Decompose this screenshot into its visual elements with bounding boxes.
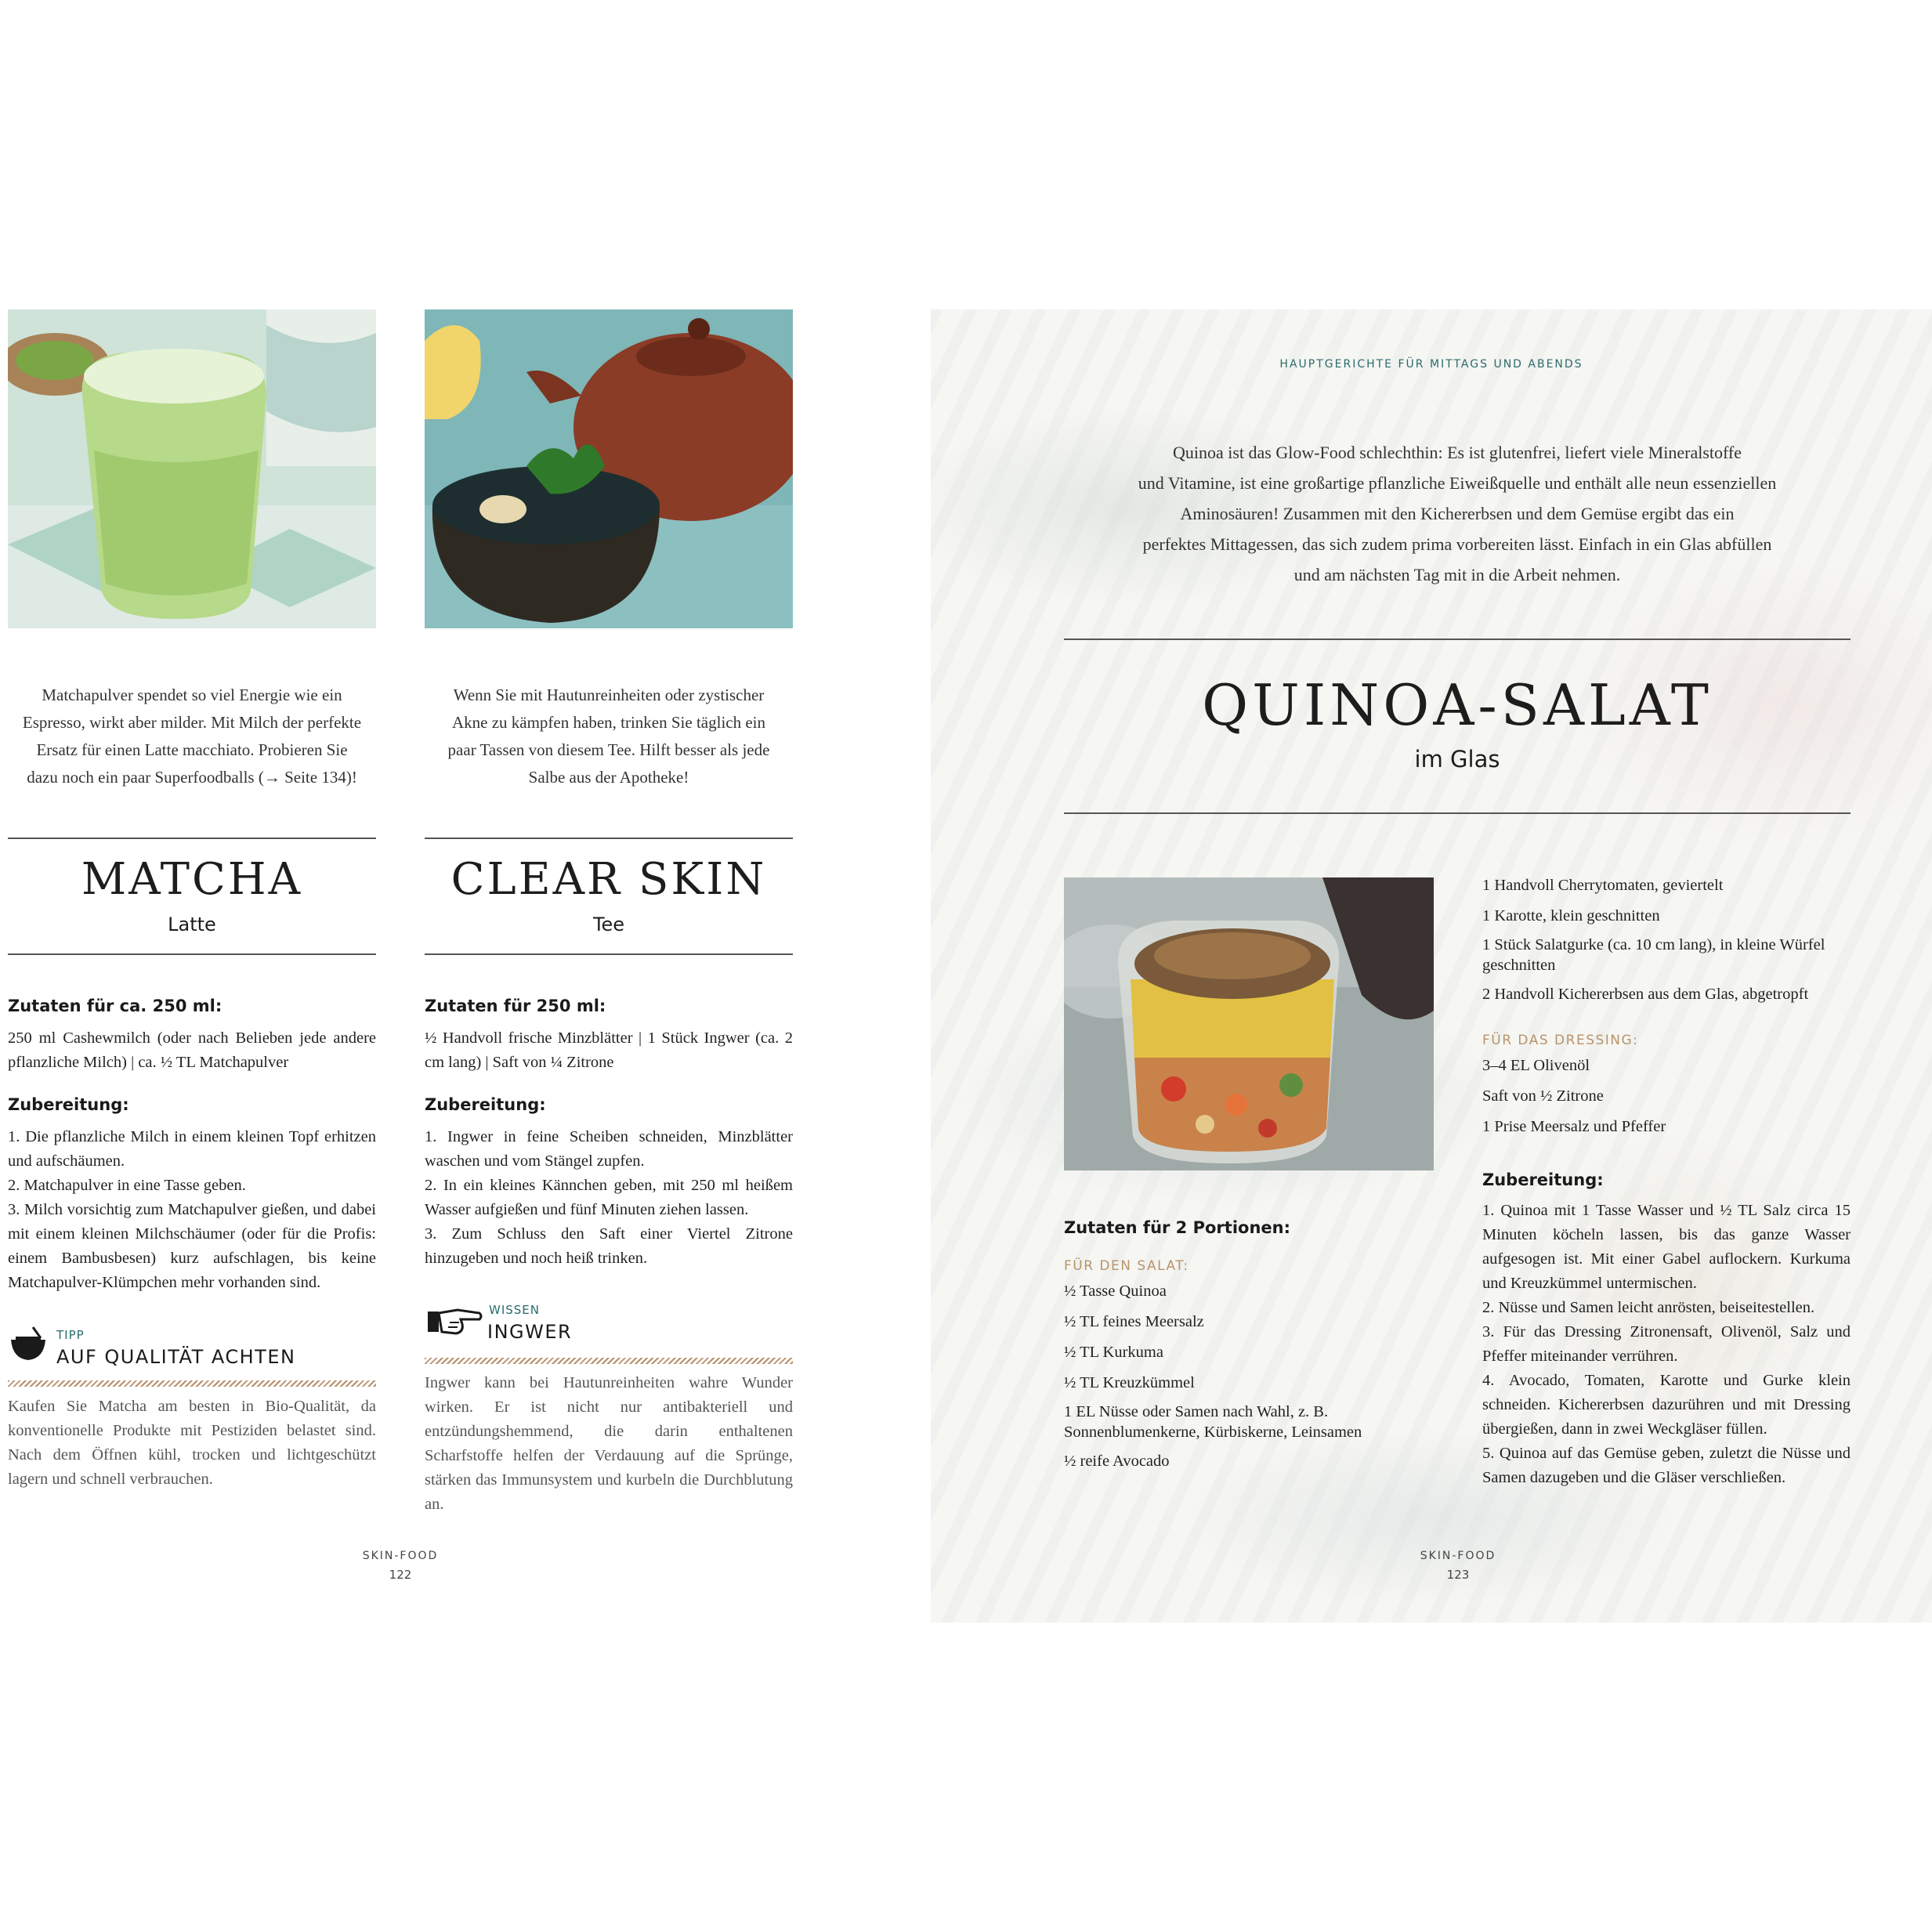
quinoa-salad-photo [1064, 877, 1434, 1170]
clear-skin-subtitle: Tee [592, 914, 625, 935]
vegetable-items [1482, 874, 1851, 1006]
footer-label-right: SKIN-FOOD [1420, 1550, 1496, 1562]
quinoa-title-rule-bottom [1064, 812, 1851, 814]
matcha-intro-line: dazu noch ein paar Superfoodballs (→ Seite 134)! [27, 768, 357, 787]
clear-skin-preparation-heading: Zubereitung: [425, 1095, 546, 1114]
clear-skin-step: 2. In ein kleines Kännchen geben, mit 250 ml heißem Wasser aufgießen und fünf Minuten ziehen lassen. [425, 1177, 793, 1218]
quinoa-step: 3. Für das Dressing Zitronensaft, Olivenöl, Salz und Pfeffer miteinander verrühren. [1482, 1323, 1851, 1365]
clear-skin-title-rule-top [425, 838, 793, 839]
quinoa-intro-line: und am nächsten Tag mit in die Arbeit nehmen. [1293, 565, 1621, 584]
matcha-latte-photo [8, 309, 376, 628]
quinoa-intro-line: Quinoa ist das Glow-Food schlechthin: Es ist glutenfrei, liefert viele Mineralstoffe [1172, 443, 1742, 462]
clear-skin-title-rule-bottom [425, 953, 793, 955]
bowl-icon [9, 1326, 47, 1362]
matcha-ingredients [8, 1026, 376, 1075]
page-number-left: 122 [389, 1568, 412, 1582]
salat-item: ½ TL Kreuzkümmel [1064, 1374, 1195, 1391]
vegetable-item: 1 Handvoll Cherrytomaten, geviertelt [1482, 877, 1724, 894]
matcha-title: MATCHA [81, 854, 303, 905]
clear-skin-intro [425, 682, 793, 791]
clear-skin-steps [425, 1125, 793, 1271]
quinoa-subtitle: im Glas [1414, 746, 1500, 772]
clear-skin-intro-line: paar Tassen von diesem Tee. Hilft besser als jede [447, 740, 770, 759]
vegetable-item: 2 Handvoll Kichererbsen aus dem Glas, abgetropft [1482, 986, 1809, 1003]
clear-skin-intro-line: Akne zu kämpfen haben, trinken Sie täglich ein [451, 713, 766, 732]
clear-skin-step: 3. Zum Schluss den Saft einer Viertel Zitrone hinzugeben und noch heiß trinken. [425, 1225, 793, 1267]
matcha-step: 2. Matchapulver in eine Tasse geben. [8, 1177, 246, 1194]
quinoa-title-rule-top [1064, 639, 1851, 640]
tip-body: Kaufen Sie Matcha am besten in Bio-Qualität, da konventionelle Produkte mit Pestiziden belastet sind. Nach dem Öffnen kühl, trocken und lichtgeschützt lagern und schnell verbrauchen. [8, 1398, 376, 1488]
matcha-preparation-heading: Zubereitung: [8, 1095, 129, 1114]
quinoa-intro-line: perfektes Mittagessen, das sich zudem prima vorbereiten lässt. Einfach in ein Glas abfüllen [1142, 534, 1772, 554]
salat-item: ½ reife Avocado [1064, 1453, 1170, 1470]
section-header: HAUPTGERICHTE FÜR MITTAGS UND ABENDS [1279, 358, 1583, 371]
info-title: INGWER [487, 1321, 573, 1343]
matcha-subtitle: Latte [168, 914, 216, 935]
quinoa-step: 4. Avocado, Tomaten, Karotte und Gurke klein schneiden. Kichererbsen dazurühren und mit Dressing übergießen, dann in zwei Weckgläser füllen. [1482, 1372, 1851, 1438]
clear-skin-ingredients-heading: Zutaten für 250 ml: [425, 997, 606, 1015]
matcha-step: 1. Die pflanzliche Milch in einem kleinen Topf erhitzen und aufschäumen. [8, 1128, 376, 1170]
dressing-item: 1 Prise Meersalz und Pfeffer [1482, 1118, 1666, 1135]
clear-skin-tea-photo [425, 309, 793, 628]
matcha-intro [8, 682, 376, 791]
dressing-label: FÜR DAS DRESSING: [1482, 1033, 1639, 1048]
matcha-step: 3. Milch vorsichtig zum Matchapulver gießen, und dabei mit einem kleinen Milchschäumer (oder für die Profis: einem Bambusbesen) kurz aufschlagen, bis keine Matchapulver-Klümpchen mehr vorhanden sind. [8, 1201, 376, 1291]
tip-label: TIPP [56, 1328, 85, 1342]
quinoa-intro-line: und Vitamine, ist eine großartige pflanzliche Eiweißquelle und enthält alle neun essenziellen [1138, 473, 1777, 493]
quinoa-step: 2. Nüsse und Samen leicht anrösten, beiseitestellen. [1482, 1299, 1815, 1316]
clear-skin-intro-line: Salbe aus der Apotheke! [528, 768, 689, 787]
matcha-title-rule-bottom [8, 953, 376, 955]
footer-label-left: SKIN-FOOD [362, 1550, 439, 1562]
quinoa-title: QUINOA-SALAT [1202, 672, 1713, 738]
clear-skin-ingredients-text: ½ Handvoll frische Minzblätter | 1 Stück Ingwer (ca. 2 cm lang) | Saft von ¼ Zitrone [425, 1029, 793, 1071]
matcha-intro-line: Espresso, wirkt aber milder. Mit Milch der perfekte [22, 713, 362, 732]
vegetable-item: 1 Karotte, klein geschnitten [1482, 907, 1660, 924]
dressing-items [1482, 1054, 1851, 1138]
dressing-item: 3–4 EL Olivenöl [1482, 1057, 1590, 1074]
clear-skin-ingredients [425, 1026, 793, 1075]
salat-item: ½ TL feines Meersalz [1064, 1313, 1204, 1330]
page-number-right: 123 [1446, 1568, 1470, 1582]
matcha-ingredients-heading: Zutaten für ca. 250 ml: [8, 997, 223, 1015]
salat-item: 1 EL Nüsse oder Samen nach Wahl, z. B. Sonnenblumenkerne, Kürbiskerne, Leinsamen [1064, 1403, 1362, 1441]
quinoa-intro-line: Aminosäuren! Zusammen mit den Kichererbsen und dem Gemüse ergibt das ein [1180, 504, 1735, 523]
info-body: Ingwer kann bei Hautunreinheiten wahre Wunder wirken. Er ist nicht nur antibakteriell und entzündungshemmend, die darin enthaltenen Scharfstoffe helfen der Verdauung auf die Sprünge, stärken das Immunsystem und kurbeln die Durchblutung an. [425, 1374, 793, 1513]
salat-label: FÜR DEN SALAT: [1064, 1258, 1189, 1274]
tip-title: AUF QUALITÄT ACHTEN [56, 1346, 296, 1368]
clear-skin-title: CLEAR SKIN [450, 854, 767, 905]
salat-item: ½ TL Kurkuma [1064, 1344, 1163, 1361]
tip-divider [8, 1380, 376, 1387]
quinoa-step: 5. Quinoa auf das Gemüse geben, zuletzt die Nüsse und Samen dazugeben und die Gläser verschließen. [1482, 1445, 1851, 1486]
dressing-item: Saft von ½ Zitrone [1482, 1087, 1604, 1105]
matcha-steps [8, 1125, 376, 1295]
salat-item: ½ Tasse Quinoa [1064, 1283, 1167, 1300]
quinoa-preparation-heading: Zubereitung: [1482, 1170, 1604, 1189]
vegetable-item: 1 Stück Salatgurke (ca. 10 cm lang), in kleine Würfel geschnitten [1482, 936, 1825, 974]
matcha-ingredients-text: 250 ml Cashewmilch (oder nach Belieben jede andere pflanzliche Milch) | ca. ½ TL Matchapulver [8, 1029, 376, 1071]
quinoa-ingredients-heading: Zutaten für 2 Portionen: [1064, 1218, 1290, 1237]
quinoa-steps [1482, 1199, 1851, 1490]
matcha-intro-line: Matchapulver spendet so viel Energie wie ein [42, 686, 342, 704]
clear-skin-intro-line: Wenn Sie mit Hautunreinheiten oder zystischer [453, 686, 765, 704]
info-label: WISSEN [489, 1303, 540, 1317]
matcha-title-rule-top [8, 838, 376, 839]
quinoa-intro [1018, 437, 1896, 590]
salat-items [1064, 1279, 1434, 1473]
matcha-intro-line: Ersatz für einen Latte macchiato. Probieren Sie [36, 740, 348, 759]
pointing-hand-icon [426, 1304, 483, 1338]
clear-skin-step: 1. Ingwer in feine Scheiben schneiden, Minzblätter waschen und vom Stängel zupfen. [425, 1128, 793, 1170]
info-divider [425, 1358, 793, 1364]
quinoa-step: 1. Quinoa mit 1 Tasse Wasser und ½ TL Salz circa 15 Minuten köcheln lassen, bis das ganze Wasser aufgesogen ist. Mit einer Gabel auflockern. Kurkuma und Kreuzkümmel untermischen. [1482, 1202, 1851, 1292]
